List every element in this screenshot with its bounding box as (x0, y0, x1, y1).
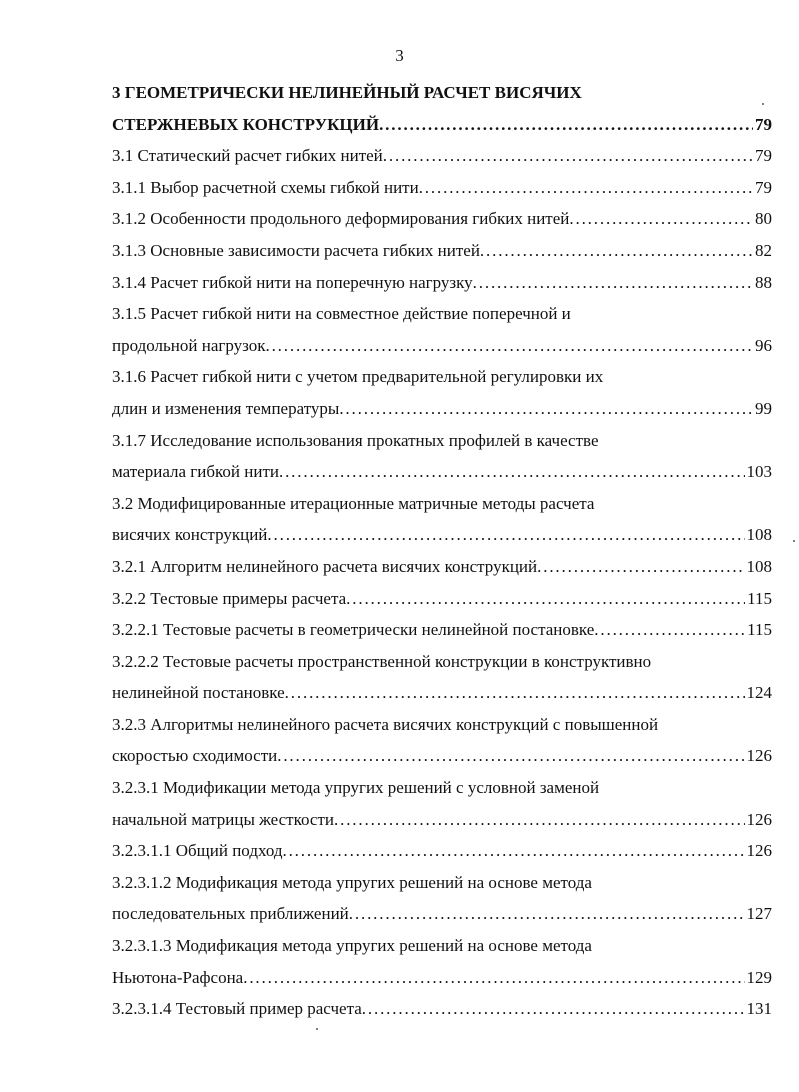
toc-entry-page: 131 (746, 999, 772, 1019)
toc-leader-dots (362, 993, 745, 1025)
toc-entry (112, 172, 772, 204)
toc-entry-title: 3.1.4 Расчет гибкой нити на поперечную нагрузку (112, 272, 473, 292)
toc-entry-title: 3.2.3.1.4 Тестовый пример расчета (112, 999, 362, 1019)
toc-entry-page: 126 (746, 841, 772, 861)
toc-entry-title: 3.2.2 Тестовые примеры расчета (112, 588, 347, 608)
toc-entry (112, 298, 772, 330)
toc-entry-title: 3.1.1 Выбор расчетной схемы гибкой нити (112, 177, 419, 197)
toc-entry (112, 109, 772, 141)
toc-leader-dots (569, 203, 753, 235)
toc-entry-page: 79 (755, 114, 772, 134)
toc-entry-page: 96 (755, 335, 772, 355)
toc-entry (112, 361, 772, 393)
toc-leader-dots (346, 583, 745, 615)
toc-entry-title: 3 ГЕОМЕТРИЧЕСКИ НЕЛИНЕЙНЫЙ РАСЧЕТ ВИСЯЧИХ (112, 83, 582, 102)
toc-leader-dots (473, 267, 753, 299)
toc-entry-title: нелинейной постановке (112, 683, 285, 703)
toc-entry-title: 3.2.3.1 Модификации метода упругих решений с условной заменой (112, 778, 600, 798)
toc-entry (112, 267, 772, 299)
toc-leader-dots (279, 456, 745, 488)
toc-entry-title: 3.2.3.1.1 Общий подход (112, 841, 283, 861)
page-number: 3 (395, 46, 404, 65)
toc-entry-title: СТЕРЖНЕВЫХ КОНСТРУКЦИЙ (112, 114, 380, 134)
toc-entry (112, 677, 772, 709)
toc-entry-title: продольной нагрузок (112, 335, 266, 355)
toc-leader-dots (537, 551, 744, 583)
toc-leader-dots (419, 172, 753, 204)
toc-leader-dots (594, 614, 745, 646)
toc-entry-title: 3.1.2 Особенности продольного деформирования гибких нитей (112, 209, 570, 229)
toc-entry-page: 126 (746, 809, 772, 829)
table-of-contents (112, 77, 772, 1025)
toc-entry-page: 99 (755, 398, 772, 418)
toc-entry-page: 115 (747, 588, 772, 608)
toc-entry (112, 235, 772, 267)
toc-entry-page: 115 (747, 620, 772, 640)
toc-entry-page: 82 (755, 240, 772, 260)
toc-entry (112, 456, 772, 488)
toc-entry (112, 583, 772, 615)
toc-entry-page: 126 (746, 746, 772, 766)
toc-entry-title: 3.2.2.1 Тестовые расчеты в геометрически нелинейной постановке (112, 620, 595, 640)
toc-entry-title: 3.2.3 Алгоритмы нелинейного расчета висячих конструкций с повышенной (112, 714, 659, 734)
toc-entry (112, 930, 772, 962)
toc-entry-title: 3.2.3.1.2 Модификация метода упругих решений на основе метода (112, 872, 592, 892)
toc-entry-page: 79 (755, 177, 772, 197)
scan-speck (762, 103, 764, 105)
scan-speck (793, 540, 795, 542)
toc-entry-page: 80 (755, 209, 772, 229)
toc-entry-page: 124 (746, 683, 772, 703)
toc-entry (112, 772, 772, 804)
toc-entry (112, 140, 772, 172)
toc-entry-page: 88 (755, 272, 772, 292)
toc-leader-dots (243, 962, 744, 994)
toc-entry (112, 393, 772, 425)
toc-entry-title: длин и изменения температуры (112, 398, 340, 418)
toc-entry (112, 488, 772, 520)
toc-entry-title: начальной матрицы жесткости (112, 809, 334, 829)
toc-entry (112, 203, 772, 235)
toc-leader-dots (334, 804, 745, 836)
toc-entry (112, 646, 772, 678)
toc-entry (112, 709, 772, 741)
toc-entry (112, 551, 772, 583)
toc-entry (112, 330, 772, 362)
toc-entry-page: 127 (746, 904, 772, 924)
toc-entry (112, 804, 772, 836)
toc-entry-page: 108 (746, 525, 772, 545)
toc-entry (112, 835, 772, 867)
toc-entry (112, 962, 772, 994)
toc-leader-dots (265, 330, 753, 362)
scan-speck (316, 1028, 318, 1030)
toc-entry-title: 3.1.3 Основные зависимости расчета гибких нитей (112, 240, 480, 260)
toc-entry (112, 993, 772, 1025)
toc-entry-title: 3.1 Статический расчет гибких нитей (112, 146, 383, 166)
toc-entry (112, 867, 772, 899)
toc-entry (112, 740, 772, 772)
toc-entry (112, 614, 772, 646)
toc-entry-title: скоростью сходимости (112, 746, 278, 766)
toc-leader-dots (282, 835, 744, 867)
toc-entry-title: 3.2 Модифицированные итерационные матричные методы расчета (112, 493, 595, 513)
toc-leader-dots (339, 393, 753, 425)
toc-entry-title: Ньютона-Рафсона (112, 967, 244, 987)
toc-entry-page: 129 (746, 967, 772, 987)
toc-entry (112, 425, 772, 457)
toc-leader-dots (267, 519, 744, 551)
toc-entry (112, 898, 772, 930)
toc-entry-title: 3.2.1 Алгоритм нелинейного расчета висячих конструкций (112, 556, 538, 576)
toc-entry-page: 108 (746, 556, 772, 576)
toc-entry-title: 3.2.3.1.3 Модификация метода упругих решений на основе метода (112, 936, 592, 956)
toc-entry-title: 3.1.5 Расчет гибкой нити на совместное действие поперечной и (112, 304, 571, 324)
toc-leader-dots (480, 235, 753, 267)
toc-entry-title: 3.1.6 Расчет гибкой нити с учетом предварительной регулировки их (112, 367, 604, 387)
toc-leader-dots (379, 109, 753, 141)
toc-entry-title: висячих конструкций (112, 525, 268, 545)
toc-entry-title: материала гибкой нити (112, 462, 279, 482)
toc-leader-dots (383, 140, 753, 172)
toc-entry-page: 103 (746, 462, 772, 482)
toc-entry-page: 79 (755, 146, 772, 166)
toc-entry-title: 3.2.2.2 Тестовые расчеты пространственной конструкции в конструктивно (112, 651, 652, 671)
toc-leader-dots (277, 740, 744, 772)
toc-leader-dots (285, 677, 745, 709)
toc-leader-dots (349, 898, 745, 930)
toc-entry (112, 519, 772, 551)
toc-entry-title: 3.1.7 Исследование использования прокатных профилей в качестве (112, 430, 599, 450)
toc-entry (112, 77, 772, 109)
toc-entry-title: последовательных приближений (112, 904, 349, 924)
